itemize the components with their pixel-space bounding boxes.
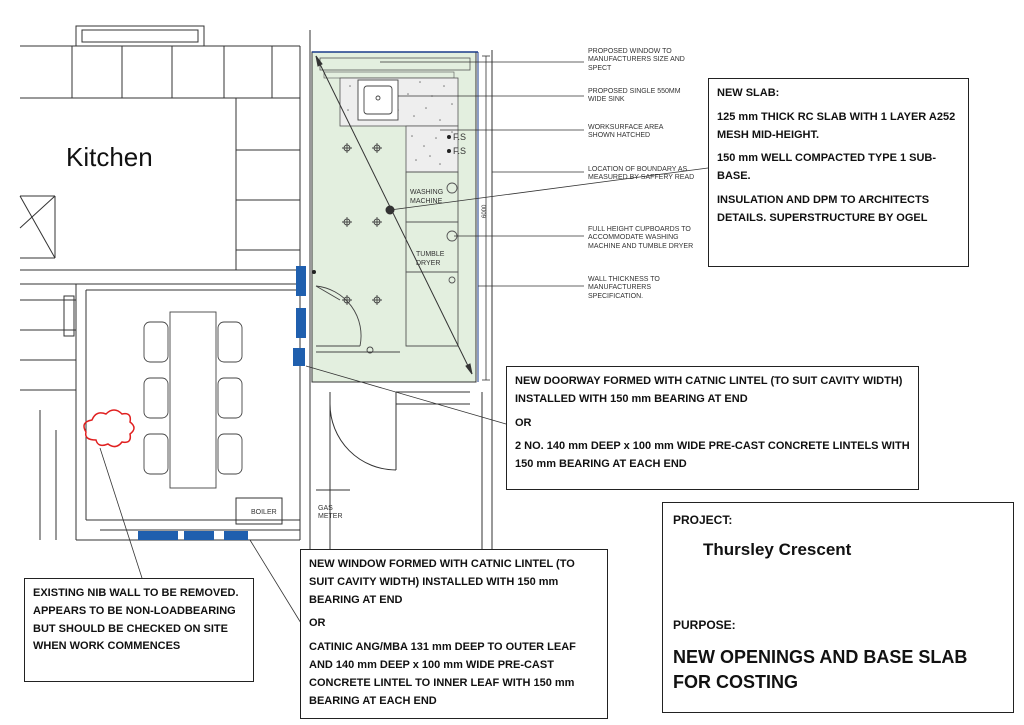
note-wall-thickness: WALL THICKNESS TO MANUFACTURERS SPECIFICATION. bbox=[588, 276, 660, 300]
slab-line-2: 150 mm WELL COMPACTED TYPE 1 SUB-BASE. bbox=[717, 152, 937, 183]
note-worksurface: WORKSURFACE AREA SHOWN HATCHED bbox=[588, 124, 664, 140]
new-lintels bbox=[138, 266, 306, 540]
project-name: Thursley Crescent bbox=[703, 540, 852, 560]
slab-line-1: 125 mm THICK RC SLAB WITH 1 LAYER A252 MESH MID-HEIGHT. bbox=[717, 110, 956, 141]
doorway-line-1: NEW DOORWAY FORMED WITH CATNIC LINTEL (TO SUIT CAVITY WIDTH) INSTALLED WITH 150 mm BEARING AT END bbox=[515, 375, 903, 405]
purpose-label: PURPOSE: bbox=[673, 617, 736, 632]
new-window-box bbox=[300, 549, 608, 719]
note-proposed-sink: PROPOSED SINGLE 550MM WIDE SINK bbox=[588, 88, 681, 104]
window-line-2: CATINIC ANG/MBA 131 mm DEEP TO OUTER LEAF AND 140 mm DEEP x 100 mm WIDE PRE-CAST CONCRETE LINTEL TO INNER LEAF WITH 150 mm BEARING AT EACH END bbox=[309, 641, 576, 707]
fs-label-2: F.S bbox=[453, 146, 467, 156]
dining-table bbox=[144, 312, 242, 488]
note-boundary: LOCATION OF BOUNDARY AS MEASURED BY SAFFERY READ bbox=[588, 166, 695, 182]
doorway-line-2: 2 NO. 140 mm DEEP x 100 mm WIDE PRE-CAST CONCRETE LINTELS WITH 150 mm BEARING AT EACH END bbox=[515, 440, 910, 471]
existing-building-walls bbox=[20, 26, 310, 550]
window-line-1: NEW WINDOW FORMED WITH CATNIC LINTEL (TO SUIT CAVITY WIDTH) INSTALLED WITH 150 mm BEARING AT END bbox=[309, 558, 575, 606]
project-label: PROJECT: bbox=[673, 513, 733, 527]
project-box bbox=[662, 502, 1014, 713]
washing-machine-label: WASHING MACHINE bbox=[410, 189, 444, 205]
slab-line-3: INSULATION AND DPM TO ARCHITECTS DETAILS. SUPERSTRUCTURE BY OGEL bbox=[717, 194, 930, 224]
nib-wall-box bbox=[24, 578, 254, 682]
doorway-or: OR bbox=[515, 416, 532, 429]
new-doorway-box bbox=[506, 366, 919, 490]
kitchen-label: Kitchen bbox=[66, 142, 153, 172]
fs-label-1: F.S bbox=[453, 132, 467, 142]
slab-title: NEW SLAB: bbox=[717, 87, 780, 99]
window-or: OR bbox=[309, 617, 326, 630]
boiler-label: BOILER bbox=[251, 509, 277, 516]
purpose-text: NEW OPENINGS AND BASE SLAB FOR COSTING bbox=[673, 647, 968, 692]
gas-meter-label: GAS METER bbox=[318, 505, 343, 520]
nib-wall-cloud bbox=[84, 410, 134, 447]
tumble-dryer-label: TUMBLE DRYER bbox=[416, 251, 445, 267]
note-proposed-window: PROPOSED WINDOW TO MANUFACTURERS SIZE AND SPECT bbox=[588, 48, 685, 72]
proposed-sink bbox=[358, 80, 398, 120]
new-slab-box bbox=[708, 78, 969, 267]
dimension-label: 6000 bbox=[482, 204, 488, 218]
note-cupboards: FULL HEIGHT CUPBOARDS TO ACCOMMODATE WASHING MACHINE AND TUMBLE DRYER bbox=[588, 226, 694, 250]
nib-wall-text: EXISTING NIB WALL TO BE REMOVED. APPEARS TO BE NON-LOADBEARING BUT SHOULD BE CHECKED ON SITE WHEN WORK COMMENCES bbox=[33, 587, 239, 653]
